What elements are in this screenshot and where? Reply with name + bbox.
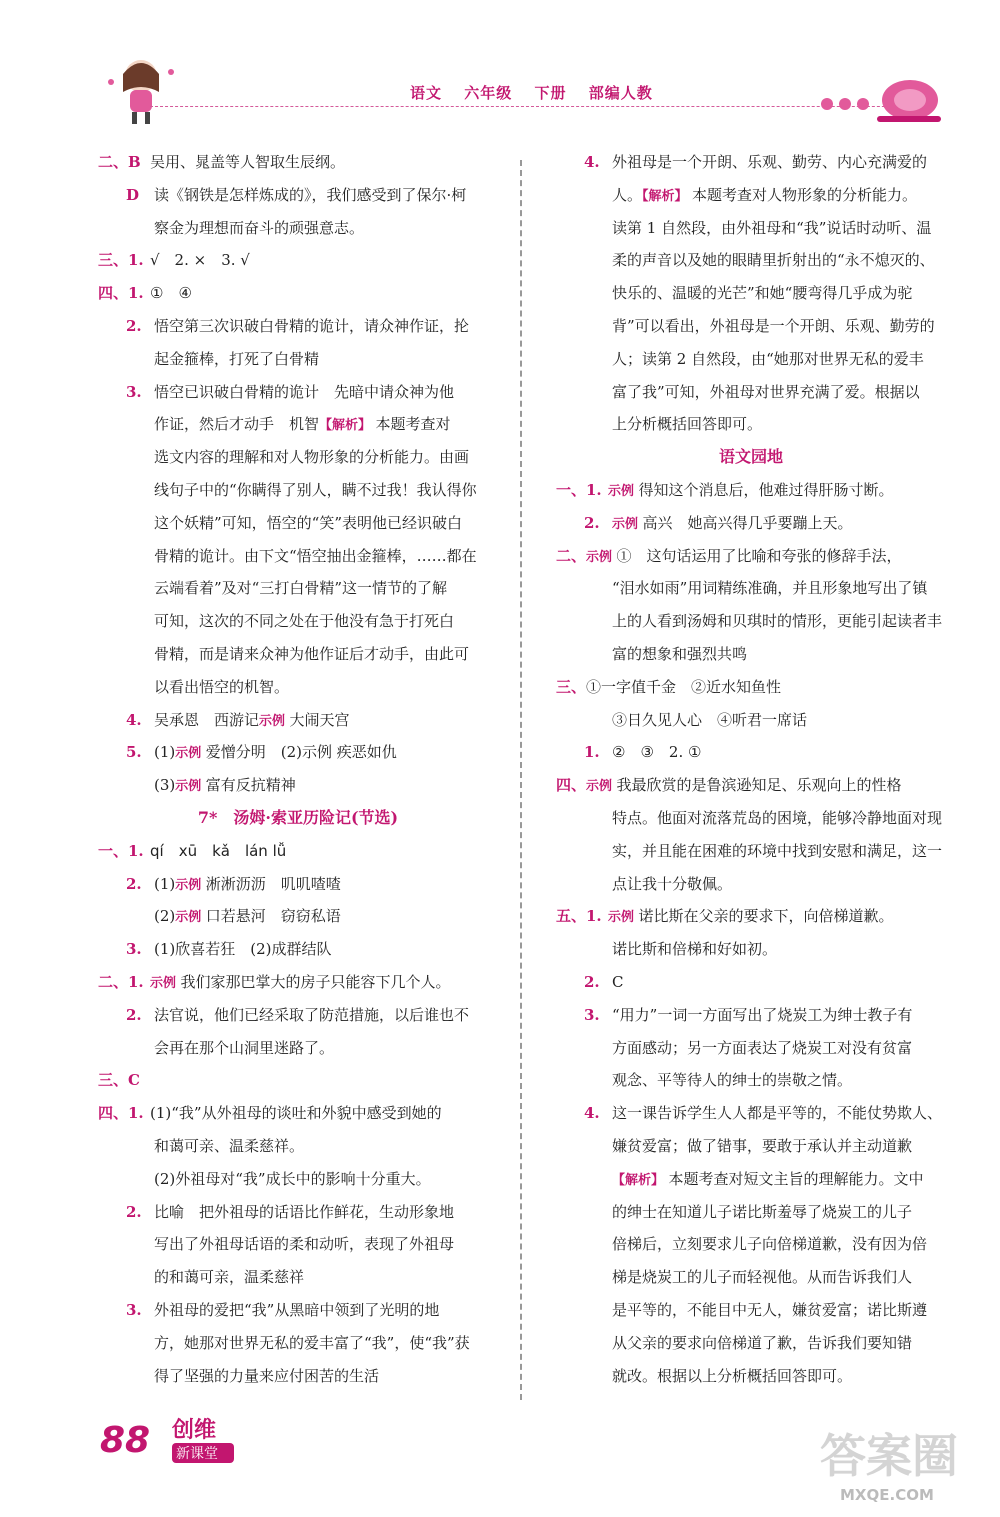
answer-text: 快乐的、温暖的光芒”和她“腰弯得几乎成为驼 (612, 284, 913, 303)
answer-line (556, 677, 781, 697)
answer-text: ① 这句话运用了比喻和夸张的修辞手法， (616, 546, 902, 565)
answer-text: 察金为理想而奋斗的顽强意志。 (154, 218, 365, 237)
page-header (0, 0, 1000, 150)
answer-line (584, 874, 732, 894)
answer-text: 我最欣赏的是鲁滨逊知足、乐观向上的性格 (616, 776, 902, 795)
answer-line (584, 611, 942, 631)
answer-text: ② ③ 2. ① (612, 743, 702, 762)
answer-line (584, 1169, 924, 1191)
example-tag: 示例 (175, 779, 206, 795)
answer-line (126, 906, 341, 928)
answer-line (126, 1366, 379, 1386)
answer-line (584, 1038, 912, 1058)
answer-text: 这个妖精”可知，悟空的“笑”表明他已经识破白 (154, 513, 463, 532)
answer-text: 特点。他面对流落荒岛的困境，能够冷静地面对现 (612, 809, 943, 827)
answer-text: 我们家那巴掌大的房子只能容下几个人。 (180, 973, 451, 991)
answer-line (584, 349, 924, 369)
answer-text: “泪水如雨”用词精练准确，并且形象地写出了镇 (612, 579, 928, 598)
answer-line (98, 152, 345, 172)
answer-text: 方面感动；另一方面表达了烧炭工对没有贫富 (612, 1038, 913, 1057)
answer-text: √ 2. × 3. √ (150, 251, 250, 270)
answer-line (98, 250, 250, 270)
answer-line (556, 775, 902, 797)
answer-text: 法官说，他们已经采取了防范措施，以后谁也不 (154, 1005, 470, 1024)
answer-text: 上的人看到汤姆和贝琪时的情形，更能引起读者丰 (612, 612, 943, 631)
answer-line (584, 218, 931, 238)
answer-line (584, 972, 623, 992)
answer-line (126, 578, 447, 598)
question-number: 4. (584, 153, 600, 171)
question-number: 4. (126, 710, 142, 729)
question-number: 4. (584, 1104, 600, 1123)
answer-line (584, 1234, 927, 1254)
answer-text: (2) (154, 907, 176, 926)
answer-line (126, 1169, 431, 1189)
answer-text: 本题考查对人物形象的分析能力。 (692, 185, 918, 204)
answer-text: 富了我”可知，外祖母对世界充满了爱。根据以 (612, 382, 920, 401)
answer-line (126, 1234, 454, 1254)
answer-text: 上分析概括回答即可。 (612, 415, 763, 434)
question-number: 3. (126, 382, 142, 401)
answer-text: 大闹天宫 (289, 710, 350, 729)
question-number: 四、1. (98, 284, 144, 303)
answer-line (126, 1005, 469, 1025)
answer-text: 方，她那对世界无私的爱丰富了“我”，使“我”获 (154, 1333, 470, 1352)
answer-text: 高兴 她高兴得几乎要蹦上天。 (642, 513, 853, 532)
answer-text: 梯是烧炭工的儿子而轻视他。从而告诉我们人 (612, 1268, 913, 1287)
question-number: 五、1. (556, 907, 602, 926)
question-number: 3. (126, 1301, 142, 1319)
answer-line (126, 1300, 439, 1320)
question-number: 四、 (556, 776, 587, 795)
answer-line (126, 513, 462, 533)
answer-line (126, 1038, 334, 1058)
header-term: 下册 (534, 84, 567, 102)
answer-text: 选文内容的理解和对人物形象的分析能力。由画 (154, 448, 470, 467)
question-number: 三、1. (98, 251, 144, 270)
example-tag: 【解析】 (642, 188, 693, 204)
answer-text: “用力”一词一方面写出了烧炭工为绅士教子有 (612, 1005, 913, 1024)
answer-line (584, 382, 920, 402)
question-number: 一、1. (556, 481, 602, 499)
question-number: 1. (584, 743, 600, 762)
example-tag: 示例 (175, 877, 206, 893)
answer-line (98, 1070, 150, 1090)
answer-text: 人。 (612, 185, 643, 204)
answer-line (126, 316, 469, 336)
answer-text: (1)“我”从外祖母的谈吐和外貌中感受到她的 (150, 1104, 442, 1123)
brand-logo (170, 1415, 240, 1467)
answer-line (584, 316, 935, 336)
answer-text: 线句子中的“你瞒得了别人，瞒不过我！我认得你 (154, 481, 477, 499)
question-number: 2. (584, 513, 600, 532)
answer-text: 悟空已识破白骨精的诡计 先暗中请众神为他 (154, 382, 455, 401)
answer-text: 写出了外祖母话语的柔和动听，表现了外祖母 (154, 1235, 455, 1254)
question-number: 四、1. (98, 1104, 144, 1123)
girl-mascot-icon (96, 52, 186, 127)
answer-text: 会再在那个山洞里迷路了。 (154, 1038, 335, 1057)
answer-line (126, 874, 341, 896)
answer-text: (3) (154, 776, 176, 795)
answer-text: 诺比斯和倍梯和好如初。 (612, 940, 778, 959)
example-tag: 【解析】 (612, 1172, 669, 1188)
answer-line (126, 710, 350, 732)
answer-text: 得知这个消息后，他难过得肝肠寸断。 (638, 481, 894, 499)
answer-line (584, 152, 927, 172)
answer-text: 点让我十分敬佩。 (612, 874, 733, 893)
answer-text: 富的想象和强烈共鸣 (612, 645, 748, 663)
answer-line (584, 1202, 912, 1222)
answer-line (126, 480, 477, 500)
section-title: 7* 汤姆·索亚历险记(节选) (197, 808, 399, 827)
question-number: 5. (126, 743, 142, 762)
answer-text: 和蔼可亲、温柔慈祥。 (154, 1137, 305, 1155)
question-number: 二、B (98, 153, 141, 171)
answer-text: 柔的声音以及她的眼睛里折射出的“永不熄灭的、 (612, 251, 935, 270)
answer-line (584, 1267, 912, 1287)
answer-text: 读《钢铁是怎样炼成的》，我们感受到了保尔·柯 (154, 185, 467, 204)
answer-line (556, 906, 894, 928)
header-grade: 六年级 (464, 84, 513, 102)
answer-line (584, 1070, 852, 1090)
answer-line (126, 644, 469, 664)
answer-text: 的绅士在知道儿子诺比斯羞辱了烧炭工的儿子 (612, 1202, 913, 1221)
answer-text: 骨精，而是请来众神为他作证后才动手，由此可 (154, 645, 470, 663)
answer-text: 实，并且能在困难的环境中找到安慰和满足，这一 (612, 841, 943, 860)
question-number: 一、1. (98, 841, 144, 860)
answer-line (126, 775, 296, 797)
answer-line (584, 939, 777, 959)
example-tag: 示例 (175, 910, 206, 926)
answer-text: ①一字值千金 ②近水知鱼性 (586, 677, 782, 696)
answer-line (584, 513, 853, 535)
question-number: 三、 (556, 677, 587, 696)
answer-text: 淅淅沥沥 叽叽喳喳 (205, 874, 341, 893)
example-tag: 示例 (612, 516, 643, 532)
answer-line (126, 1267, 304, 1287)
header-rule (150, 106, 930, 107)
answer-text: 比喻 把外祖母的话语比作鲜花，生动形象地 (154, 1202, 455, 1221)
example-tag: 示例 (586, 549, 617, 565)
answer-line (126, 218, 364, 238)
answer-line (584, 1366, 852, 1386)
answer-text: ① ④ (150, 284, 192, 303)
answer-line (126, 349, 319, 369)
answer-text: ③日久见人心 ④听君一席话 (612, 710, 808, 729)
answer-text: 可知，这次的不同之处在于他没有急于打死白 (154, 612, 455, 631)
example-tag: 示例 (175, 746, 206, 762)
answer-text: 吴承恩 西游记 (154, 710, 260, 729)
answer-line (126, 447, 469, 467)
answer-line (98, 841, 286, 861)
answer-line (556, 480, 894, 502)
header-title (410, 82, 669, 103)
answer-text: 云端看着”及对“三打白骨精”这一情节的了解 (154, 579, 448, 598)
answer-line (126, 414, 451, 436)
answer-text: 嫌贫爱富；做了错事，要敢于承认并主动道歉 (612, 1137, 913, 1155)
answer-line (584, 1103, 942, 1123)
question-number: 二、 (556, 546, 587, 565)
answer-text: (1) (154, 743, 176, 762)
answer-line (584, 1300, 927, 1320)
answer-line (126, 1136, 304, 1156)
answer-text: 本题考查对 (375, 415, 451, 434)
answer-text: 起金箍棒，打死了白骨精 (154, 349, 320, 368)
answer-text: 倍梯后，立刻要求儿子向倍梯道歉，没有因为倍 (612, 1235, 928, 1254)
answer-line (126, 1202, 454, 1222)
answer-line (126, 611, 454, 631)
example-tag: 示例 (259, 713, 290, 729)
answer-line (584, 283, 912, 303)
question-number: 三、C (98, 1071, 140, 1090)
question-number: 2. (126, 874, 142, 893)
question-number: 3. (126, 940, 142, 959)
answer-line (126, 185, 466, 205)
answer-text: 骨精的诡计。由下文“悟空抽出金箍棒，……都在 (154, 546, 477, 565)
example-tag: 示例 (150, 976, 181, 991)
answer-text: (1)欣喜若狂 (2)成群结队 (154, 940, 332, 959)
answer-line (584, 644, 747, 664)
answer-line (126, 546, 477, 566)
answer-line (584, 185, 917, 207)
answer-line (584, 250, 935, 270)
answer-line (584, 1136, 912, 1156)
snail-decoration-icon (815, 66, 945, 126)
watermark-text: 答案圈 (820, 1429, 958, 1483)
section-title: 语文园地 (718, 447, 783, 467)
answer-line (98, 1103, 442, 1123)
answer-text: 观念、平等待人的绅士的崇敬之情。 (612, 1071, 853, 1090)
answer-line (98, 972, 451, 994)
answer-text: 从父亲的要求向倍梯道了歉，告诉我们要知错 (612, 1333, 913, 1352)
question-number: 二、1. (98, 973, 144, 991)
answer-line (584, 578, 927, 598)
answer-line (126, 677, 289, 697)
answer-text: 诺比斯在父亲的要求下，向倍梯道歉。 (638, 907, 894, 926)
answer-text: 本题考查对短文主旨的理解能力。文中 (668, 1169, 924, 1188)
answer-text: 是平等的，不能目中无人，嫌贫爱富；诺比斯遵 (612, 1301, 928, 1319)
answer-text: C (612, 973, 624, 991)
question-number: 2. (126, 1005, 142, 1024)
answer-text: 吴用、晁盖等人智取生辰纲。 (150, 153, 346, 171)
answer-line (556, 546, 902, 568)
page-number: 88 (100, 1420, 151, 1461)
answer-line (584, 808, 942, 828)
question-number: 2. (126, 317, 142, 335)
answer-line (98, 283, 192, 303)
answer-text: (1) (154, 874, 176, 893)
answer-text: 得了坚强的力量来应付困苦的生活 (154, 1366, 380, 1385)
answer-text: 背”可以看出，外祖母是一个开朗、乐观、勤劳的 (612, 317, 935, 335)
question-number: 2. (126, 1202, 142, 1221)
answer-line (584, 742, 701, 762)
answer-text: 就改。根据以上分析概括回答即可。 (612, 1366, 853, 1385)
answer-line (126, 939, 332, 959)
example-tag: 示例 (608, 910, 639, 926)
answer-text: 外祖母的爱把“我”从黑暗中领到了光明的地 (154, 1301, 440, 1319)
answer-line (584, 414, 762, 434)
answer-line (126, 382, 454, 402)
example-tag: 示例 (586, 779, 617, 795)
answer-line (584, 1005, 912, 1025)
answer-text: 外祖母是一个开朗、乐观、勤劳、内心充满爱的 (612, 153, 928, 171)
answer-text: 人；读第 2 自然段，由“她那对世界无私的爱丰 (612, 349, 924, 368)
answer-text: 这一课告诉学生人人都是平等的，不能仗势欺人、 (612, 1104, 943, 1123)
answer-text: 以看出悟空的机智。 (154, 677, 290, 696)
question-number: D (126, 185, 140, 204)
header-subject: 语文 (410, 84, 443, 102)
example-tag: 示例 (608, 484, 639, 499)
answer-text: (2)外祖母对“我”成长中的影响十分重大。 (154, 1169, 431, 1188)
answer-text: 读第 1 自然段，由外祖母和“我”说话时动听、温 (612, 218, 932, 237)
answer-line (584, 1333, 912, 1353)
logo-line2: 新课堂 (176, 1446, 218, 1462)
question-number: 3. (584, 1005, 600, 1024)
answer-text: 悟空第三次识破白骨精的诡计，请众神作证，抡 (154, 317, 470, 335)
answer-text: 的和蔼可亲，温柔慈祥 (154, 1268, 305, 1287)
column-divider (520, 160, 522, 1400)
answer-line (584, 710, 807, 730)
answer-text: qí xū kǎ lán lǚ (150, 841, 287, 860)
answer-text: 爱憎分明 (2)示例 疾恶如仇 (205, 743, 397, 762)
answer-line (584, 841, 942, 861)
answer-line (126, 742, 397, 764)
header-edition: 部编人教 (588, 84, 653, 102)
answer-line (126, 1333, 470, 1353)
logo-line1: 创维 (172, 1418, 217, 1443)
answer-text: 富有反抗精神 (205, 776, 296, 795)
question-number: 2. (584, 973, 600, 991)
answer-text: 作证，然后才动手 机智 (154, 415, 320, 434)
example-tag: 【解析】 (319, 418, 376, 434)
answer-text: 口若悬河 窃窃私语 (205, 907, 341, 926)
watermark-site: MXQE.COM (840, 1486, 934, 1504)
